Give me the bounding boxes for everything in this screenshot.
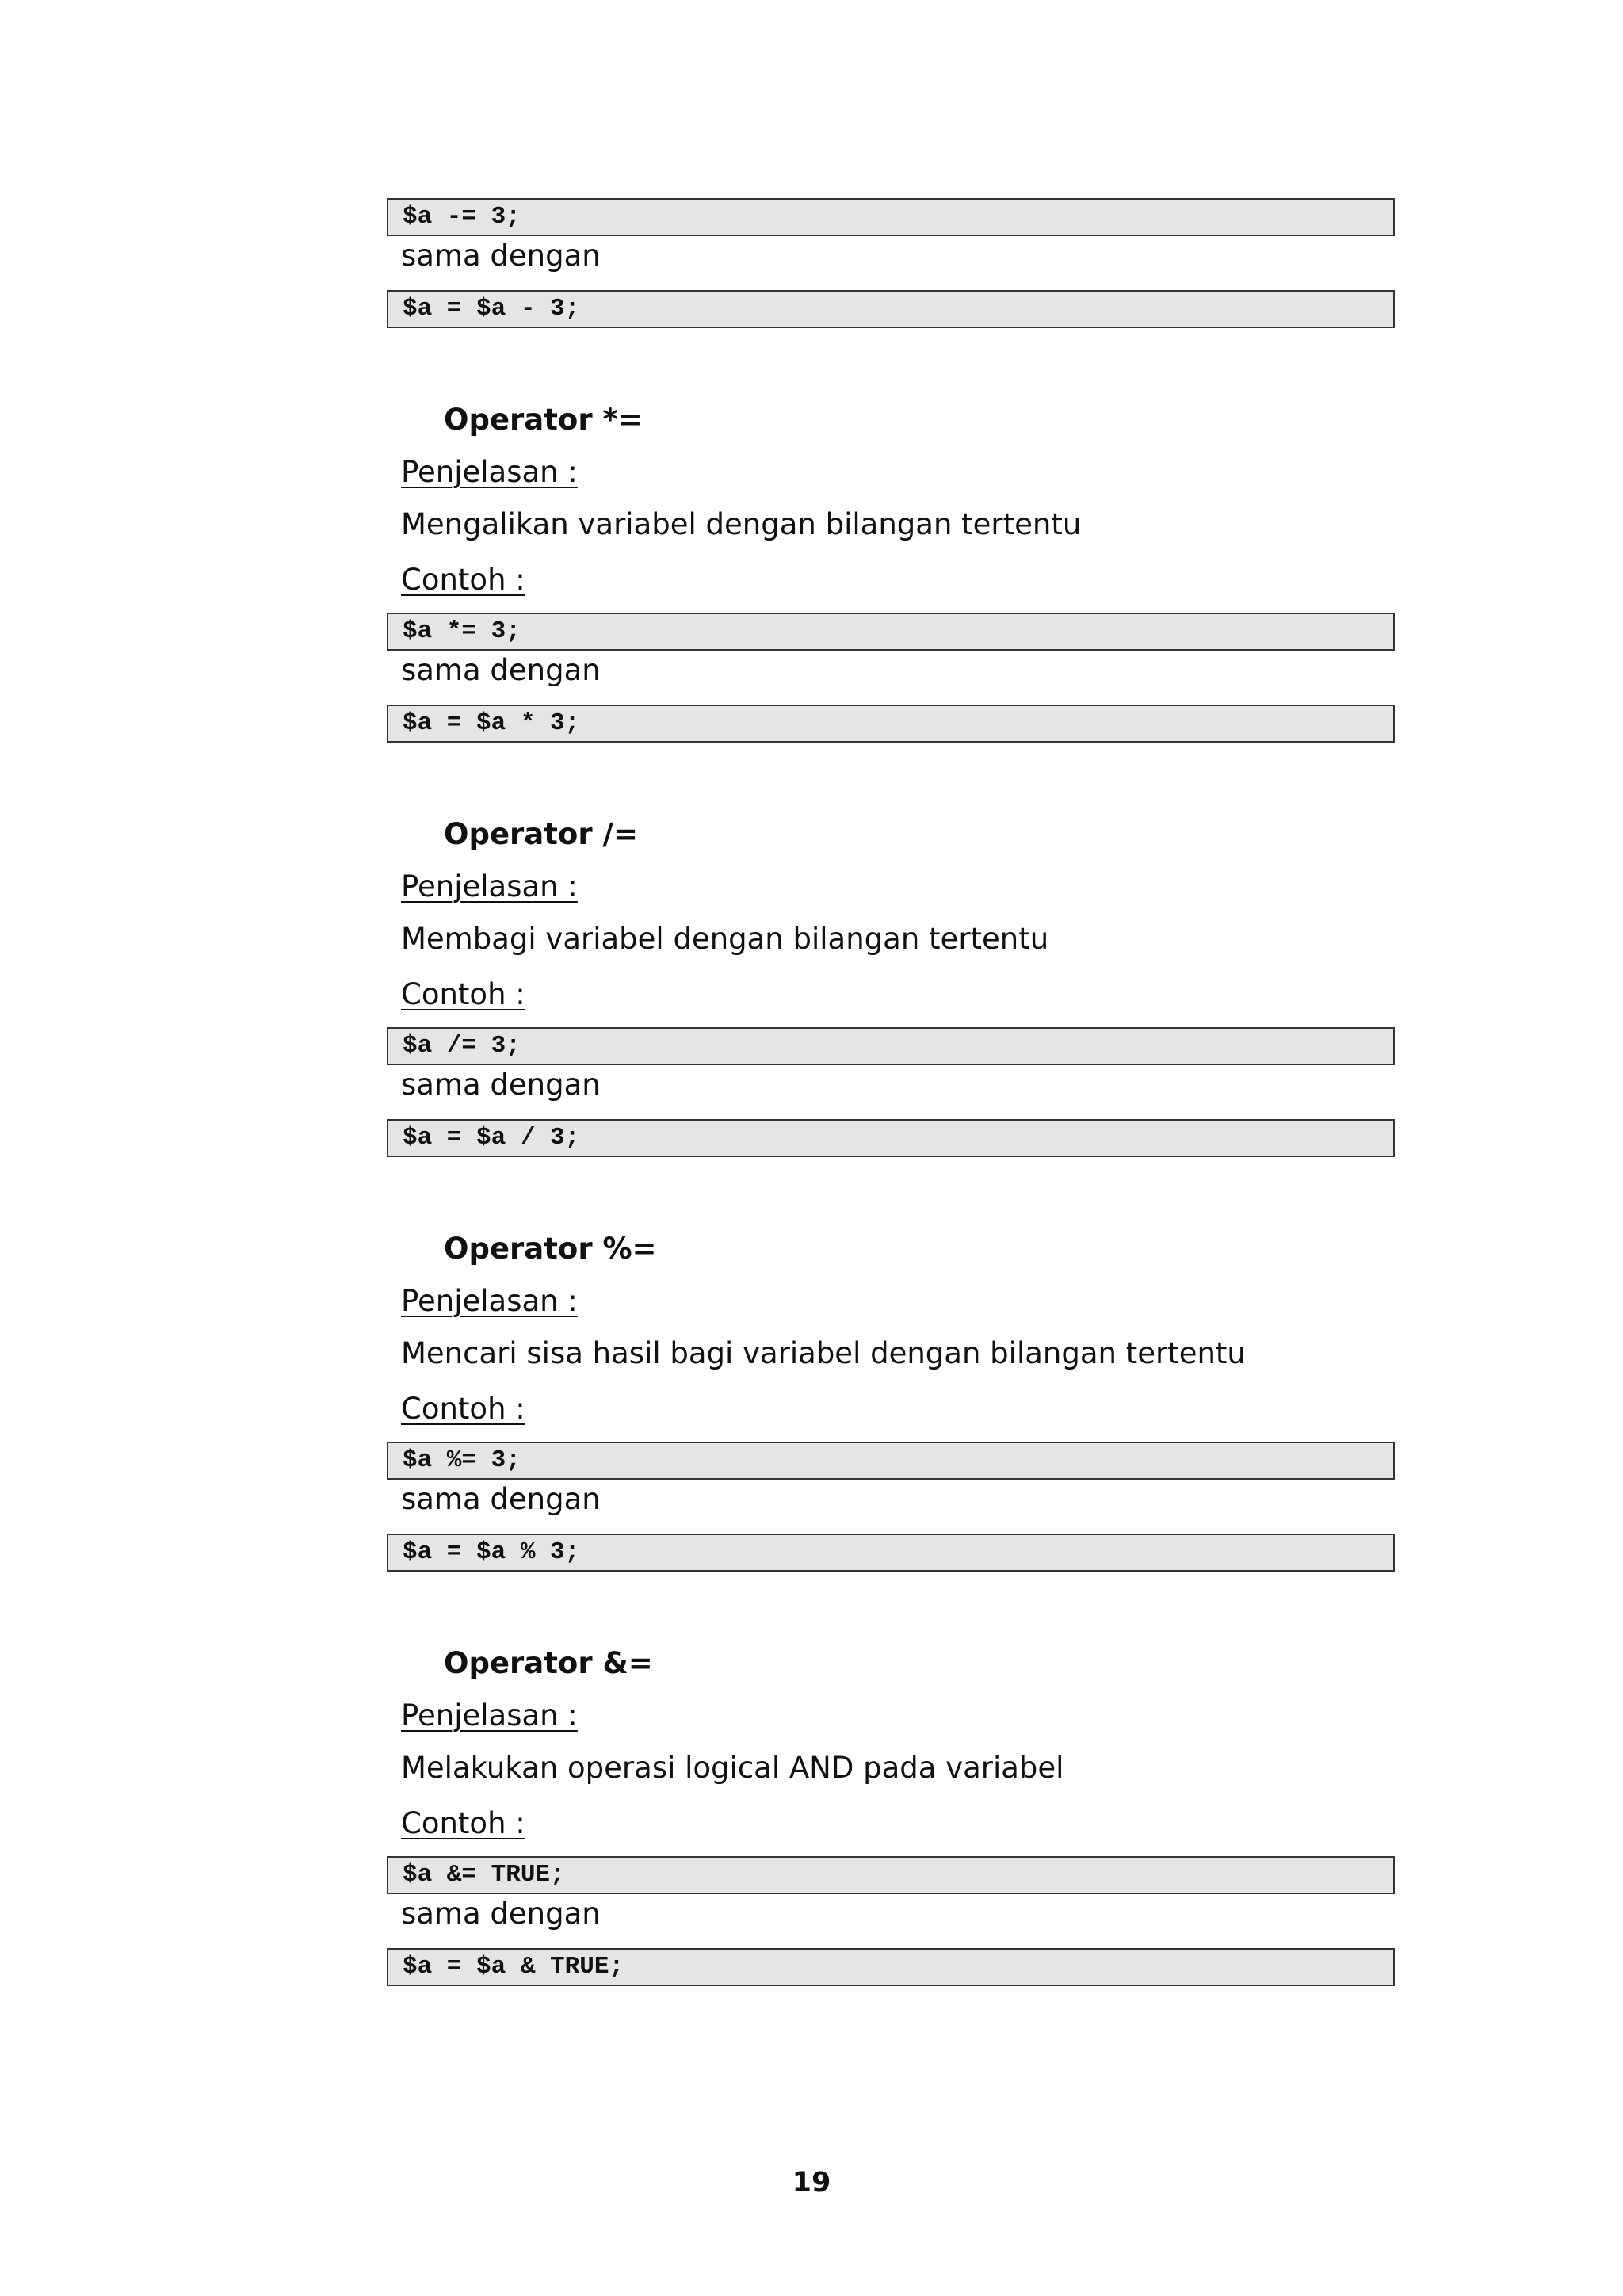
code-box: $a = $a * 3; — [387, 705, 1395, 743]
code-box: $a = $a - 3; — [387, 290, 1395, 328]
code-box: $a *= 3; — [387, 613, 1395, 651]
code-box: $a /= 3; — [387, 1027, 1395, 1065]
code-box: $a &= TRUE; — [387, 1856, 1395, 1894]
operator-description: Mengalikan variabel dengan bilangan tertentu — [401, 507, 1082, 541]
same-as-text: sama dengan — [401, 653, 601, 687]
same-as-text: sama dengan — [401, 1897, 601, 1931]
explanation-label: Penjelasan : — [401, 455, 578, 489]
operator-section-and — [387, 1644, 1395, 1986]
operator-title: Operator &= — [444, 1646, 653, 1680]
operator-section-multiply — [387, 400, 1395, 743]
section-spacer — [387, 328, 1395, 400]
example-label: Contoh : — [401, 1392, 525, 1426]
code-box: $a = $a / 3; — [387, 1119, 1395, 1157]
section-spacer — [387, 743, 1395, 815]
code-box: $a = $a % 3; — [387, 1534, 1395, 1572]
code-box: $a -= 3; — [387, 198, 1395, 236]
operator-title: Operator %= — [444, 1232, 657, 1266]
section-spacer — [387, 1572, 1395, 1644]
code-box: $a %= 3; — [387, 1442, 1395, 1480]
explanation-label: Penjelasan : — [401, 1284, 578, 1318]
operator-description: Mencari sisa hasil bagi variabel dengan bilangan tertentu — [401, 1336, 1246, 1370]
code-box: $a = $a & TRUE; — [387, 1948, 1395, 1986]
top-example-block — [387, 198, 1395, 328]
operator-title: Operator *= — [444, 403, 643, 437]
explanation-label: Penjelasan : — [401, 869, 578, 904]
page-number: 19 — [792, 2167, 831, 2199]
operator-description: Membagi variabel dengan bilangan tertentu — [401, 922, 1049, 956]
example-label: Contoh : — [401, 563, 525, 597]
operator-title: Operator /= — [444, 817, 638, 851]
page-content — [387, 198, 1395, 1986]
same-as-text: sama dengan — [401, 1482, 601, 1516]
explanation-label: Penjelasan : — [401, 1698, 578, 1733]
operator-section-modulo — [387, 1229, 1395, 1572]
operator-section-divide — [387, 815, 1395, 1157]
example-label: Contoh : — [401, 1806, 525, 1840]
example-label: Contoh : — [401, 977, 525, 1011]
section-spacer — [387, 1157, 1395, 1229]
same-as-text: sama dengan — [401, 1068, 601, 1102]
operator-description: Melakukan operasi logical AND pada variabel — [401, 1751, 1064, 1785]
same-as-text: sama dengan — [401, 239, 601, 273]
